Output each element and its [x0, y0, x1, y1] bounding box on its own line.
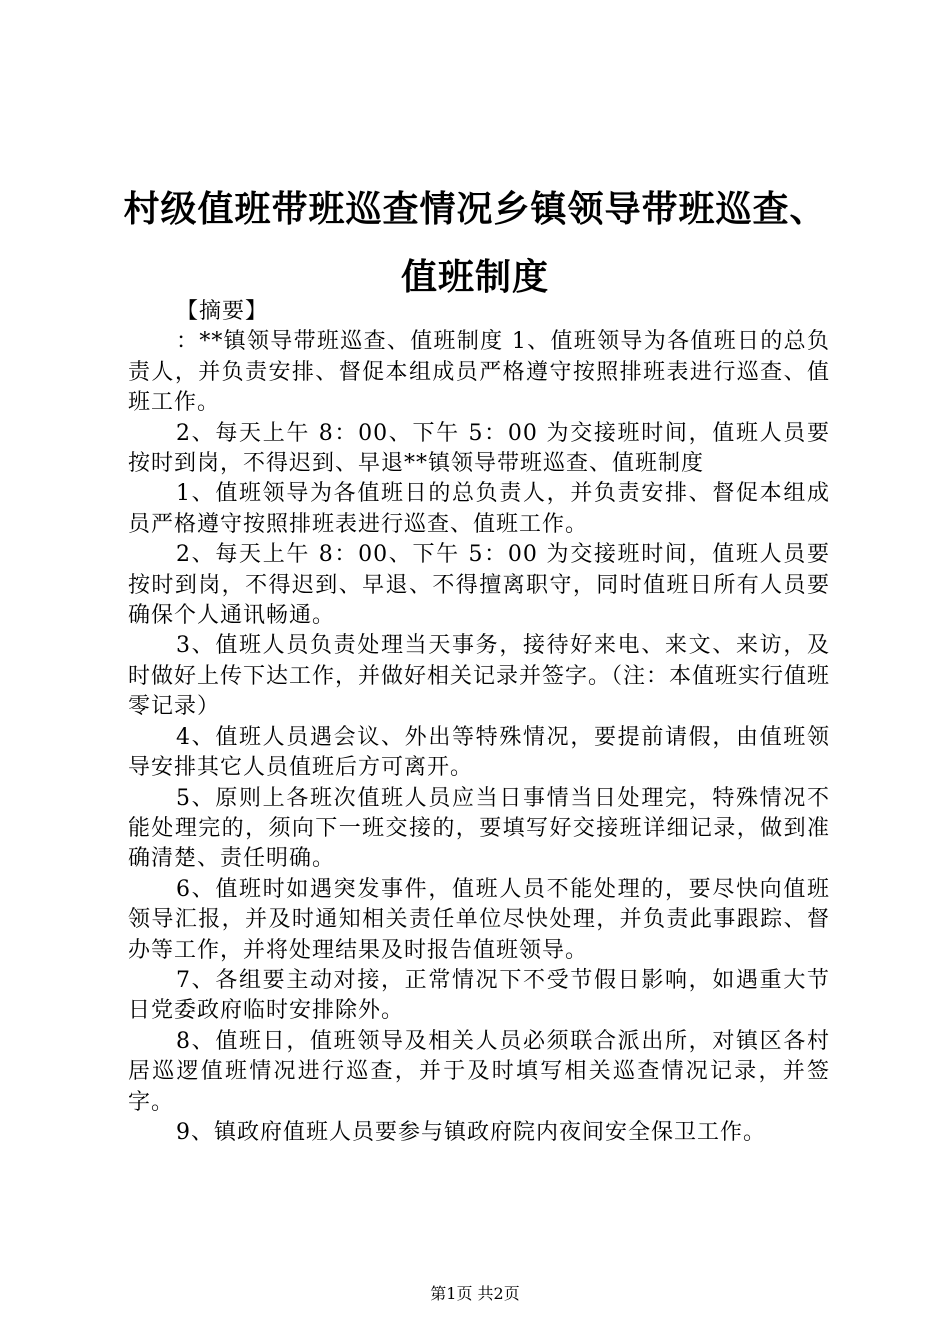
paragraph: 2、每天上午 8：00、下午 5：00 为交接班时间，值班人员要按时到岗，不得迟到、早退、不得擅离职守，同时值班日所有人员要确保个人通讯畅通。	[128, 542, 830, 629]
abstract-label: 【摘要】	[176, 299, 269, 324]
paragraph: 2、每天上午 8：00、下午 5：00 为交接班时间，值班人员要按时到岗，不得迟到、早退**镇领导带班巡查、值班制度	[128, 420, 830, 477]
paragraph: 4、值班人员遇会议、外出等特殊情况，要提前请假，由值班领导安排其它人员值班后方可离开。	[128, 724, 830, 781]
document-body	[128, 297, 830, 1148]
paragraph: 9、镇政府值班人员要参与镇政府院内夜间安全保卫工作。	[176, 1119, 766, 1145]
paragraph: 7、各组要主动对接，正常情况下不受节假日影响，如遇重大节日党委政府临时安排除外。	[128, 967, 830, 1024]
document-title: 村级值班带班巡查情况乡镇领导带班巡查、值班制度	[123, 188, 827, 298]
paragraph: 6、值班时如遇突发事件，值班人员不能处理的，要尽快向值班领导汇报，并及时通知相关责任单位尽快处理，并负责此事跟踪、督办等工作，并将处理结果及时报告值班领导。	[128, 876, 830, 963]
paragraph: 5、原则上各班次值班人员应当日事情当日处理完，特殊情况不能处理完的，须向下一班交接的，要填写好交接班详细记录，做到准确清楚、责任明确。	[128, 785, 830, 872]
paragraph: 1、值班领导为各值班日的总负责人，并负责安排、督促本组成员严格遵守按照排班表进行巡查、值班工作。	[128, 481, 830, 537]
paragraph: 3、值班人员负责处理当天事务，接待好来电、来文、来访，及时做好上传下达工作，并做好相关记录并签字。（注：本值班实行值班零记录）	[128, 633, 831, 720]
page-footer: 第1页 共2页	[430, 1284, 520, 1303]
paragraph: ：**镇领导带班巡查、值班制度 1、值班领导为各值班日的总负责人，并负责安排、督促本组成员严格遵守按照排班表进行巡查、值班工作。	[128, 329, 830, 416]
paragraph: 8、值班日，值班领导及相关人员必须联合派出所，对镇区各村居巡逻值班情况进行巡查，并于及时填写相关巡查情况记录，并签字。	[128, 1028, 830, 1115]
